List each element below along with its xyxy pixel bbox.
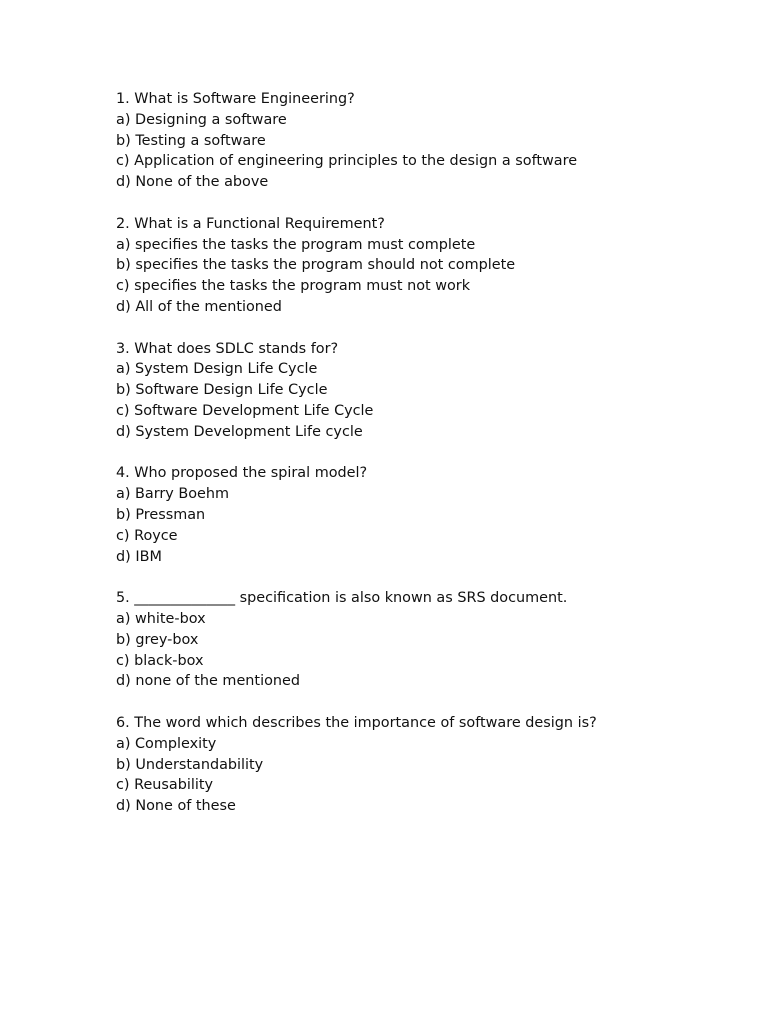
answer-option-d: d) None of these xyxy=(116,798,236,815)
answer-option-d: d) IBM xyxy=(116,548,162,565)
answer-option-a: a) System Design Life Cycle xyxy=(116,361,318,378)
answer-option-c: c) Software Development Life Cycle xyxy=(116,402,374,419)
answer-option-b: b) Software Design Life Cycle xyxy=(116,382,328,399)
answer-option-c: c) Application of engineering principles to the design a software xyxy=(116,153,578,170)
answer-option-a: a) Designing a software xyxy=(116,111,287,128)
answer-option-d: d) All of the mentioned xyxy=(116,298,282,315)
answer-option-b: b) grey-box xyxy=(116,631,199,648)
question-6 xyxy=(116,713,736,817)
answer-option-a: a) Complexity xyxy=(116,735,217,752)
question-2 xyxy=(116,214,736,318)
question-1 xyxy=(116,89,736,193)
question-stem: 3. What does SDLC stands for? xyxy=(116,340,339,357)
question-3 xyxy=(116,339,736,443)
answer-option-b: b) Testing a software xyxy=(116,132,266,149)
question-stem: 6. The word which describes the importance of software design is? xyxy=(116,714,597,731)
question-5 xyxy=(116,588,736,692)
answer-option-a: a) Barry Boehm xyxy=(116,486,230,503)
answer-option-a: a) specifies the tasks the program must complete xyxy=(116,236,476,253)
answer-option-d: d) None of the above xyxy=(116,174,269,191)
answer-option-b: b) specifies the tasks the program should not complete xyxy=(116,257,516,274)
question-stem: 2. What is a Functional Requirement? xyxy=(116,215,385,232)
question-stem: 1. What is Software Engineering? xyxy=(116,91,355,107)
question-4 xyxy=(116,463,736,567)
answer-option-c: c) Reusability xyxy=(116,777,214,794)
answer-option-d: d) System Development Life cycle xyxy=(116,423,363,440)
answer-option-d: d) none of the mentioned xyxy=(116,673,300,690)
answer-option-b: b) Understandability xyxy=(116,756,264,773)
answer-option-c: c) black-box xyxy=(116,652,204,669)
question-stem: 5. ______________ specification is also known as SRS document. xyxy=(116,590,568,607)
quiz-document xyxy=(116,89,736,838)
answer-option-b: b) Pressman xyxy=(116,506,206,523)
question-stem: 4. Who proposed the spiral model? xyxy=(116,465,368,482)
answer-option-c: c) Royce xyxy=(116,527,178,544)
answer-option-a: a) white-box xyxy=(116,610,206,627)
answer-option-c: c) specifies the tasks the program must not work xyxy=(116,278,471,295)
